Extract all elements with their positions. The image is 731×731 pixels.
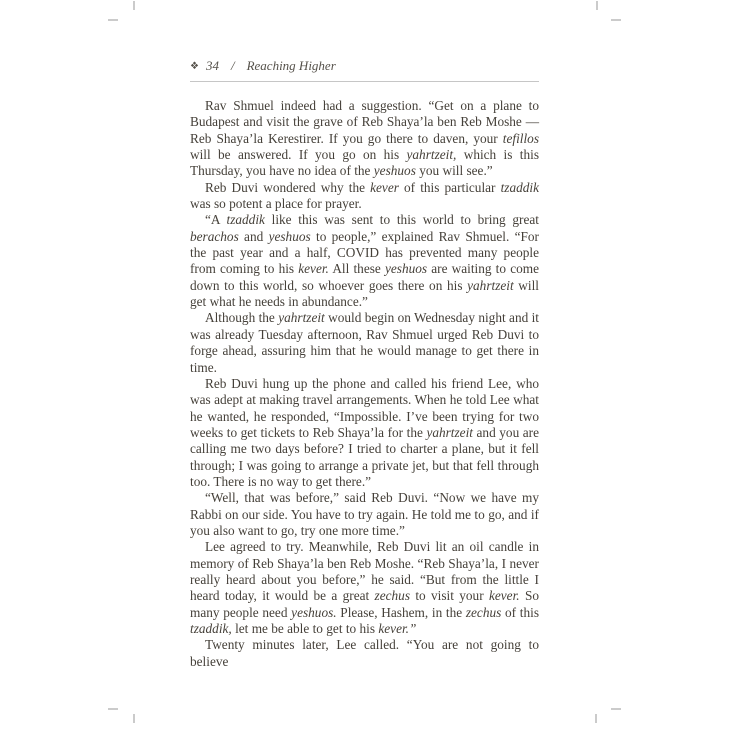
paragraph xyxy=(190,310,539,375)
text-segment: All these xyxy=(328,261,385,277)
italic-term: zechus xyxy=(374,588,410,604)
italic-term: yahrtzeit, xyxy=(406,147,457,163)
text-segment: to visit your xyxy=(410,588,489,604)
italic-term: zechus xyxy=(465,604,502,620)
italic-term: kever. xyxy=(488,588,520,604)
crop-mark-bottom-right-horizontal xyxy=(611,708,621,710)
italic-term: tefillos xyxy=(502,130,539,146)
text-segment: Although the xyxy=(205,310,279,326)
crop-mark-bottom-left-horizontal xyxy=(108,708,118,710)
page-number: 34 xyxy=(205,58,219,73)
paragraph xyxy=(190,180,539,213)
italic-term: yahrtzeit xyxy=(467,277,514,293)
italic-term: yeshuos xyxy=(268,228,311,244)
italic-term: kever xyxy=(370,179,399,195)
text-segment: of this xyxy=(501,604,539,620)
text-segment: and xyxy=(238,228,269,244)
text-segment: Twenty minutes later, Lee called. “You are not going to believe xyxy=(190,637,539,669)
italic-term: tzaddik xyxy=(500,179,539,195)
paragraph xyxy=(190,98,539,180)
text-segment: would begin on Wednesday night and it was already Tuesday afternoon, Rav Shmuel urged Reb Duvi to forge ahead, assuring him that he would manage to get there in time. xyxy=(190,310,539,375)
crop-mark-top-right-vertical xyxy=(596,1,598,10)
body-text xyxy=(190,98,539,670)
paragraph xyxy=(190,539,539,637)
italic-term: kever.” xyxy=(378,621,417,636)
crop-mark-bottom-left-vertical xyxy=(133,714,135,723)
italic-term: yeshuos. xyxy=(291,604,337,620)
text-segment: Reb Duvi hung up the phone and called his friend Lee, who was adept at making travel arrangements. When he told Lee what he wanted, he responded, “Impossible. I’ve been trying for two weeks to get tickets to Reb Shaya’la for the xyxy=(190,375,539,440)
header-separator: / xyxy=(230,58,235,73)
italic-term: yeshuos xyxy=(373,163,416,179)
italic-term: tzaddik xyxy=(226,212,265,228)
text-segment: Lee agreed to try. Meanwhile, Reb Duvi lit an oil candle in memory of Reb Shaya’la ben Reb Moshe. “Reb Shaya’la, I never really heard about you before,” he said. “But from the little I heard today, it would be a great xyxy=(190,539,539,604)
italic-term: yahrtzeit xyxy=(278,310,325,326)
book-title: Reaching Higher xyxy=(246,58,336,73)
text-segment: and you are calling me two days before? I tried to charter a plane, but it fell through; I was going to arrange a private jet, but that fell through too. There is no way to get there.” xyxy=(190,424,539,489)
running-header xyxy=(190,58,539,82)
text-segment: you will see.” xyxy=(415,163,493,179)
paragraph xyxy=(190,212,539,310)
italic-term: tzaddik, xyxy=(190,621,232,636)
text-segment: was so potent a place for prayer. xyxy=(190,196,362,212)
crop-mark-top-left-vertical xyxy=(133,1,135,10)
italic-term: kever. xyxy=(298,261,329,277)
italic-term: yeshuos xyxy=(384,261,428,277)
text-segment: “Well, that was before,” said Reb Duvi. “Now we have my Rabbi on our side. You have to try again. He told me to go, and if you also want to go, try one more time.” xyxy=(190,490,539,538)
text-segment: let me be able to get to his xyxy=(231,621,379,636)
text-segment: which is this Thursday, you have no idea of the xyxy=(190,147,539,179)
text-segment: of this particular xyxy=(398,179,501,195)
text-segment: Reb Duvi wondered why the xyxy=(205,179,371,195)
paragraph xyxy=(190,490,539,539)
text-segment: Please, Hashem, in the xyxy=(336,604,466,620)
text-segment: Rav Shmuel indeed had a suggestion. “Get on a plane to Budapest and visit the grave of Reb Shaya’la ben Reb Moshe — Reb Shaya’la Kerestirer. If you go there to daven, your xyxy=(190,98,539,146)
text-segment: “A xyxy=(205,212,227,228)
text-segment: to people,” explained Rav Shmuel. “For the past year and a half, COVID has prevented many people from coming to his xyxy=(190,228,539,277)
text-segment: are waiting to come down to this world, so whoever goes there on his xyxy=(190,261,539,293)
text-column xyxy=(190,58,539,670)
italic-term: yahrtzeit xyxy=(426,424,473,440)
text-segment: like this was sent to this world to bring great xyxy=(264,212,539,228)
paragraph xyxy=(190,376,539,490)
paragraph xyxy=(190,637,539,670)
italic-term: berachos xyxy=(190,228,239,244)
text-segment: So many people need xyxy=(190,588,539,620)
text-segment: will be answered. If you go on his xyxy=(190,147,407,163)
crop-mark-top-right-horizontal xyxy=(611,19,621,21)
ornament-icon: ❖ xyxy=(190,61,199,72)
crop-mark-top-left-horizontal xyxy=(108,19,118,21)
text-segment: will get what he needs in abundance.” xyxy=(190,277,539,310)
crop-mark-bottom-right-vertical xyxy=(595,714,597,723)
